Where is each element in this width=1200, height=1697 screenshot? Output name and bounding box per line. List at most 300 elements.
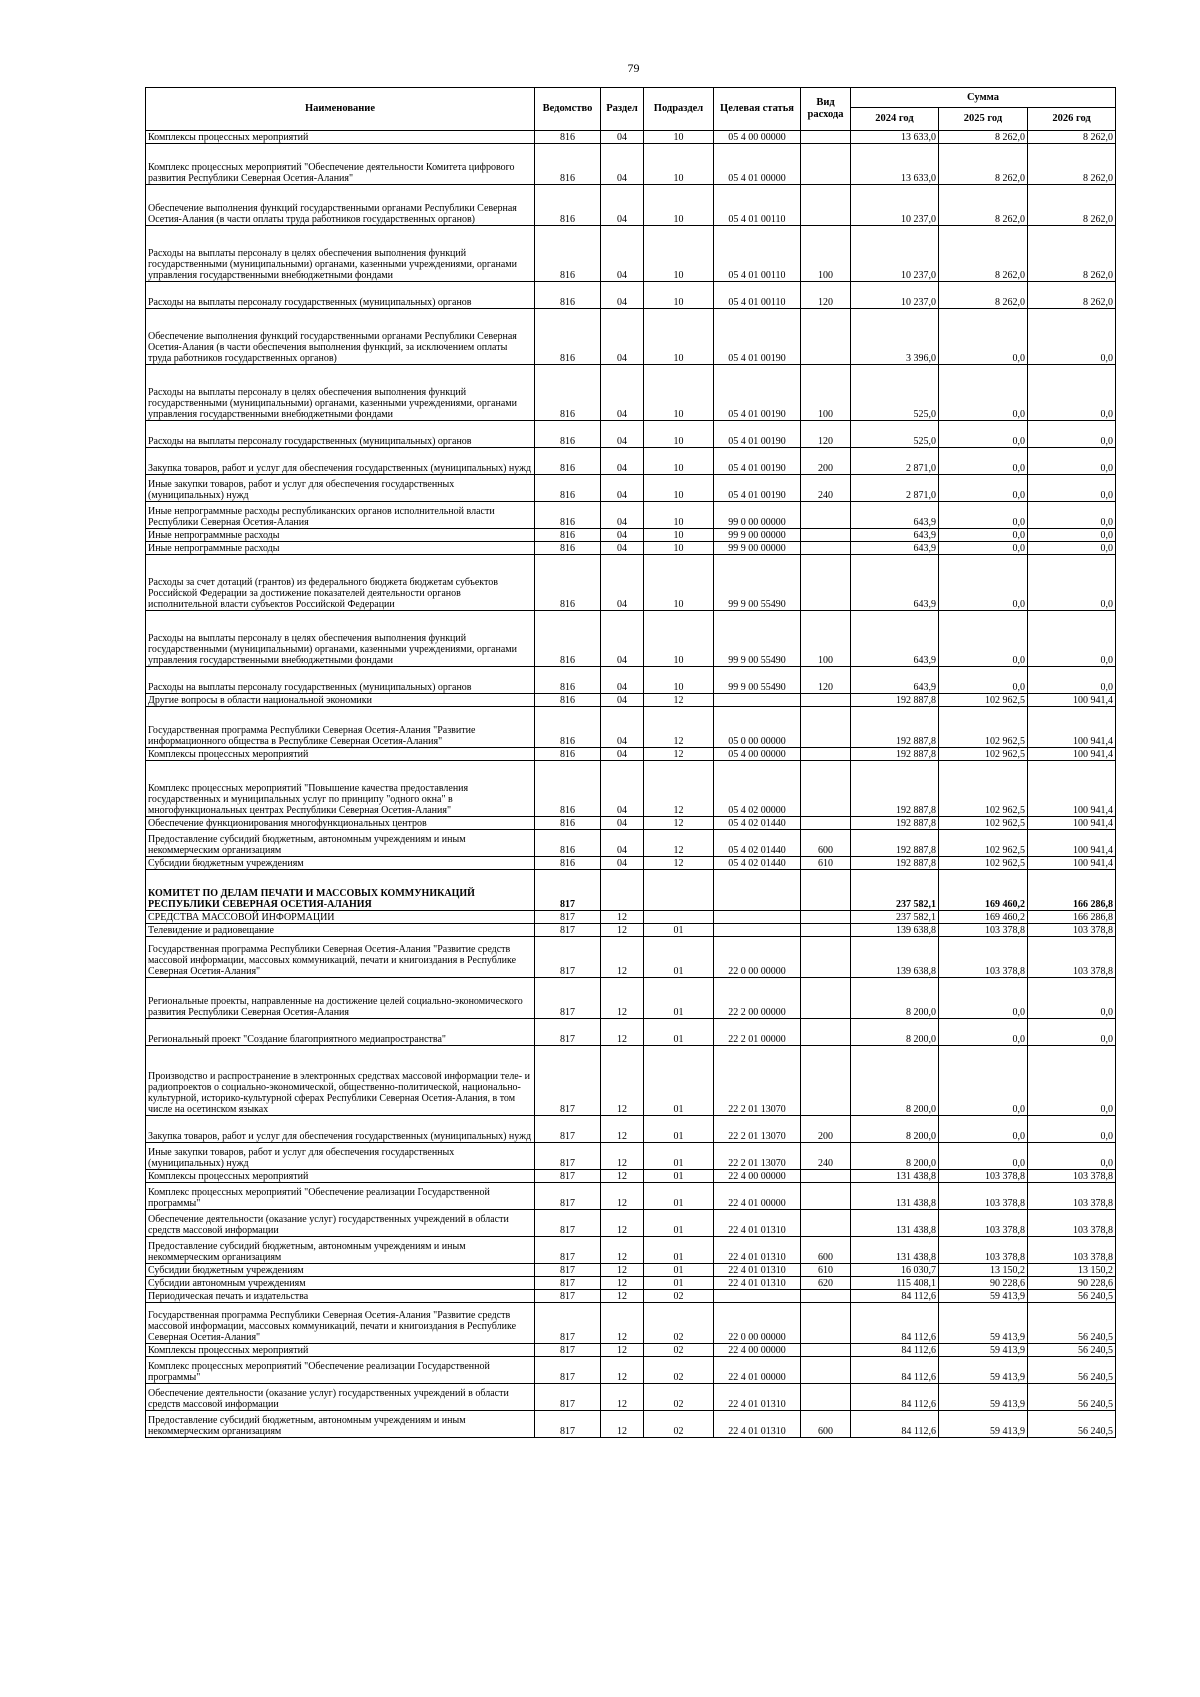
sum-2026-cell: 100 941,4 [1028, 830, 1116, 857]
table-row [146, 978, 1116, 1019]
vid-rashoda-cell: 100 [801, 365, 851, 421]
sum-2024-cell: 643,9 [851, 502, 939, 529]
sum-2025-cell: 103 378,8 [939, 1237, 1028, 1264]
sum-2024-cell: 643,9 [851, 611, 939, 667]
sum-2026-cell: 8 262,0 [1028, 131, 1116, 144]
podrazdel-cell: 01 [644, 1183, 714, 1210]
vedomstvo-cell: 816 [535, 707, 601, 748]
celevaya-statya-cell: 22 4 01 01310 [714, 1277, 801, 1290]
vid-rashoda-cell [801, 529, 851, 542]
podrazdel-cell: 12 [644, 761, 714, 817]
sum-2024-cell: 139 638,8 [851, 924, 939, 937]
vedomstvo-cell: 817 [535, 1411, 601, 1438]
sum-2024-cell: 643,9 [851, 555, 939, 611]
razdel-cell: 04 [601, 667, 644, 694]
header-year-2026: 2026 год [1028, 108, 1116, 131]
celevaya-statya-cell [714, 1290, 801, 1303]
razdel-cell [601, 870, 644, 911]
vid-rashoda-cell [801, 707, 851, 748]
razdel-cell: 04 [601, 131, 644, 144]
sum-2024-cell: 525,0 [851, 365, 939, 421]
podrazdel-cell: 10 [644, 309, 714, 365]
table-row [146, 1237, 1116, 1264]
podrazdel-cell: 12 [644, 707, 714, 748]
vid-rashoda-cell [801, 870, 851, 911]
vedomstvo-cell: 816 [535, 817, 601, 830]
razdel-cell: 04 [601, 857, 644, 870]
podrazdel-cell: 12 [644, 748, 714, 761]
sum-2025-cell: 103 378,8 [939, 1210, 1028, 1237]
celevaya-statya-cell: 22 4 01 00000 [714, 1357, 801, 1384]
sum-2026-cell: 0,0 [1028, 611, 1116, 667]
sum-2026-cell: 100 941,4 [1028, 761, 1116, 817]
sum-2025-cell: 0,0 [939, 502, 1028, 529]
vedomstvo-cell: 816 [535, 555, 601, 611]
podrazdel-cell: 10 [644, 529, 714, 542]
header-year-2024: 2024 год [851, 108, 939, 131]
podrazdel-cell: 10 [644, 185, 714, 226]
razdel-cell: 04 [601, 542, 644, 555]
table-row [146, 1357, 1116, 1384]
razdel-cell: 12 [601, 978, 644, 1019]
table-row [146, 529, 1116, 542]
podrazdel-cell: 01 [644, 1143, 714, 1170]
header-vid-rashoda: Вид расхода [801, 88, 851, 131]
table-row [146, 185, 1116, 226]
razdel-cell: 04 [601, 475, 644, 502]
row-name-cell: Предоставление субсидий бюджетным, автономным учреждениям и иным некоммерческим организациям [146, 1237, 535, 1264]
podrazdel-cell: 01 [644, 937, 714, 978]
vedomstvo-cell: 817 [535, 1264, 601, 1277]
row-name-cell: Расходы на выплаты персоналу в целях обеспечения выполнения функций государственными (муниципальными) органами, казенными учреждениями, органами управления государственными внебюджетными фондами [146, 611, 535, 667]
sum-2024-cell: 84 112,6 [851, 1303, 939, 1344]
sum-2024-cell: 10 237,0 [851, 282, 939, 309]
celevaya-statya-cell: 99 9 00 55490 [714, 667, 801, 694]
razdel-cell: 04 [601, 185, 644, 226]
sum-2026-cell: 0,0 [1028, 475, 1116, 502]
table-row [146, 911, 1116, 924]
table-row [146, 226, 1116, 282]
sum-2024-cell: 8 200,0 [851, 1019, 939, 1046]
vedomstvo-cell: 817 [535, 978, 601, 1019]
row-name-cell: Расходы на выплаты персоналу в целях обеспечения выполнения функций государственными (муниципальными) органами, казенными учреждениями, органами управления государственными внебюджетными фондами [146, 365, 535, 421]
sum-2026-cell: 0,0 [1028, 542, 1116, 555]
row-name-cell: Обеспечение деятельности (оказание услуг) государственных учреждений в области средств массовой информации [146, 1384, 535, 1411]
podrazdel-cell: 01 [644, 1210, 714, 1237]
sum-2026-cell: 0,0 [1028, 1046, 1116, 1116]
table-row [146, 937, 1116, 978]
vid-rashoda-cell: 610 [801, 1264, 851, 1277]
sum-2026-cell: 0,0 [1028, 309, 1116, 365]
podrazdel-cell: 12 [644, 830, 714, 857]
sum-2026-cell: 103 378,8 [1028, 1210, 1116, 1237]
sum-2025-cell: 0,0 [939, 475, 1028, 502]
sum-2026-cell: 8 262,0 [1028, 185, 1116, 226]
razdel-cell: 04 [601, 226, 644, 282]
celevaya-statya-cell: 05 4 00 00000 [714, 748, 801, 761]
sum-2025-cell: 103 378,8 [939, 937, 1028, 978]
vid-rashoda-cell [801, 502, 851, 529]
vid-rashoda-cell [801, 817, 851, 830]
sum-2024-cell: 2 871,0 [851, 448, 939, 475]
razdel-cell: 04 [601, 555, 644, 611]
table-row [146, 1116, 1116, 1143]
vedomstvo-cell: 816 [535, 226, 601, 282]
razdel-cell: 04 [601, 761, 644, 817]
celevaya-statya-cell [714, 911, 801, 924]
podrazdel-cell: 01 [644, 1170, 714, 1183]
sum-2026-cell: 0,0 [1028, 1143, 1116, 1170]
vid-rashoda-cell: 240 [801, 475, 851, 502]
podrazdel-cell: 10 [644, 144, 714, 185]
vid-rashoda-cell [801, 694, 851, 707]
row-name-cell: Региональные проекты, направленные на достижение целей социально-экономического развития Республики Северная Осетия-Алания [146, 978, 535, 1019]
sum-2024-cell: 2 871,0 [851, 475, 939, 502]
vid-rashoda-cell [801, 185, 851, 226]
podrazdel-cell: 01 [644, 978, 714, 1019]
razdel-cell: 04 [601, 144, 644, 185]
sum-2026-cell: 56 240,5 [1028, 1344, 1116, 1357]
podrazdel-cell: 02 [644, 1344, 714, 1357]
podrazdel-cell: 10 [644, 555, 714, 611]
vid-rashoda-cell [801, 1183, 851, 1210]
podrazdel-cell: 02 [644, 1411, 714, 1438]
razdel-cell: 12 [601, 1277, 644, 1290]
sum-2024-cell: 131 438,8 [851, 1210, 939, 1237]
table-row [146, 1183, 1116, 1210]
razdel-cell: 12 [601, 1183, 644, 1210]
vedomstvo-cell: 817 [535, 1170, 601, 1183]
vid-rashoda-cell [801, 1046, 851, 1116]
row-name-cell: Обеспечение выполнения функций государственными органами Республики Северная Осетия-Алания (в части оплаты труда работников государственных органов) [146, 185, 535, 226]
vid-rashoda-cell [801, 1019, 851, 1046]
table-row [146, 870, 1116, 911]
vid-rashoda-cell [801, 309, 851, 365]
sum-2025-cell: 0,0 [939, 667, 1028, 694]
sum-2025-cell: 59 413,9 [939, 1357, 1028, 1384]
sum-2026-cell: 100 941,4 [1028, 857, 1116, 870]
sum-2025-cell: 102 962,5 [939, 707, 1028, 748]
sum-2024-cell: 139 638,8 [851, 937, 939, 978]
vid-rashoda-cell [801, 555, 851, 611]
sum-2026-cell: 0,0 [1028, 448, 1116, 475]
row-name-cell: Субсидии автономным учреждениям [146, 1277, 535, 1290]
sum-2025-cell: 0,0 [939, 542, 1028, 555]
razdel-cell: 04 [601, 309, 644, 365]
vid-rashoda-cell: 120 [801, 667, 851, 694]
vedomstvo-cell: 816 [535, 185, 601, 226]
razdel-cell: 04 [601, 817, 644, 830]
sum-2026-cell: 8 262,0 [1028, 144, 1116, 185]
vedomstvo-cell: 817 [535, 1384, 601, 1411]
vid-rashoda-cell [801, 131, 851, 144]
celevaya-statya-cell: 22 2 01 13070 [714, 1116, 801, 1143]
vedomstvo-cell: 817 [535, 870, 601, 911]
celevaya-statya-cell: 05 4 01 00110 [714, 282, 801, 309]
podrazdel-cell: 10 [644, 667, 714, 694]
table-row [146, 707, 1116, 748]
sum-2024-cell: 8 200,0 [851, 1143, 939, 1170]
row-name-cell: Обеспечение функционирования многофункциональных центров [146, 817, 535, 830]
row-name-cell: Комплексы процессных мероприятий [146, 748, 535, 761]
sum-2025-cell: 169 460,2 [939, 911, 1028, 924]
vedomstvo-cell: 816 [535, 611, 601, 667]
razdel-cell: 12 [601, 937, 644, 978]
vedomstvo-cell: 816 [535, 857, 601, 870]
sum-2026-cell: 103 378,8 [1028, 1170, 1116, 1183]
vedomstvo-cell: 816 [535, 761, 601, 817]
vedomstvo-cell: 817 [535, 924, 601, 937]
vid-rashoda-cell [801, 924, 851, 937]
vedomstvo-cell: 816 [535, 421, 601, 448]
sum-2025-cell: 0,0 [939, 611, 1028, 667]
vedomstvo-cell: 817 [535, 937, 601, 978]
sum-2024-cell: 115 408,1 [851, 1277, 939, 1290]
sum-2024-cell: 131 438,8 [851, 1170, 939, 1183]
row-name-cell: Предоставление субсидий бюджетным, автономным учреждениям и иным некоммерческим организациям [146, 1411, 535, 1438]
sum-2024-cell: 237 582,1 [851, 911, 939, 924]
sum-2026-cell: 100 941,4 [1028, 748, 1116, 761]
celevaya-statya-cell: 05 4 01 00190 [714, 421, 801, 448]
podrazdel-cell: 10 [644, 365, 714, 421]
table-row [146, 1264, 1116, 1277]
sum-2025-cell: 0,0 [939, 421, 1028, 448]
sum-2024-cell: 84 112,6 [851, 1290, 939, 1303]
row-name-cell: Субсидии бюджетным учреждениям [146, 857, 535, 870]
vedomstvo-cell: 817 [535, 1019, 601, 1046]
celevaya-statya-cell: 05 4 01 00190 [714, 365, 801, 421]
sum-2024-cell: 3 396,0 [851, 309, 939, 365]
razdel-cell: 12 [601, 1237, 644, 1264]
sum-2024-cell: 84 112,6 [851, 1384, 939, 1411]
celevaya-statya-cell: 05 4 01 00110 [714, 185, 801, 226]
razdel-cell: 04 [601, 365, 644, 421]
sum-2025-cell: 0,0 [939, 1019, 1028, 1046]
sum-2025-cell: 102 962,5 [939, 817, 1028, 830]
row-name-cell: Иные непрограммные расходы республиканских органов исполнительной власти Республики Северная Осетия-Алания [146, 502, 535, 529]
sum-2024-cell: 192 887,8 [851, 817, 939, 830]
vid-rashoda-cell: 120 [801, 282, 851, 309]
table-row [146, 542, 1116, 555]
row-name-cell: Закупка товаров, работ и услуг для обеспечения государственных (муниципальных) нужд [146, 448, 535, 475]
podrazdel-cell: 10 [644, 282, 714, 309]
sum-2026-cell: 56 240,5 [1028, 1411, 1116, 1438]
row-name-cell: Расходы за счет дотаций (грантов) из федерального бюджета бюджетам субъектов Российской Федерации за достижение показателей деятельности органов исполнительной власти субъектов Российской Федерации [146, 555, 535, 611]
sum-2025-cell: 0,0 [939, 1046, 1028, 1116]
table-row [146, 1290, 1116, 1303]
sum-2025-cell: 0,0 [939, 448, 1028, 475]
podrazdel-cell: 01 [644, 1237, 714, 1264]
sum-2024-cell: 10 237,0 [851, 226, 939, 282]
podrazdel-cell: 12 [644, 694, 714, 707]
sum-2025-cell: 0,0 [939, 1116, 1028, 1143]
sum-2024-cell: 192 887,8 [851, 694, 939, 707]
table-row [146, 1019, 1116, 1046]
sum-2026-cell: 100 941,4 [1028, 707, 1116, 748]
vid-rashoda-cell [801, 1384, 851, 1411]
sum-2025-cell: 8 262,0 [939, 131, 1028, 144]
vid-rashoda-cell: 600 [801, 1411, 851, 1438]
celevaya-statya-cell: 05 4 02 01440 [714, 817, 801, 830]
vedomstvo-cell: 817 [535, 1303, 601, 1344]
podrazdel-cell [644, 911, 714, 924]
sum-2025-cell: 103 378,8 [939, 1170, 1028, 1183]
table-row [146, 761, 1116, 817]
sum-2025-cell: 8 262,0 [939, 144, 1028, 185]
sum-2026-cell: 0,0 [1028, 1019, 1116, 1046]
sum-2026-cell: 0,0 [1028, 365, 1116, 421]
podrazdel-cell: 12 [644, 817, 714, 830]
celevaya-statya-cell: 05 4 01 00190 [714, 475, 801, 502]
sum-2024-cell: 525,0 [851, 421, 939, 448]
sum-2024-cell: 16 030,7 [851, 1264, 939, 1277]
vedomstvo-cell: 817 [535, 1143, 601, 1170]
podrazdel-cell: 01 [644, 924, 714, 937]
vedomstvo-cell: 816 [535, 144, 601, 185]
razdel-cell: 12 [601, 1019, 644, 1046]
podrazdel-cell: 02 [644, 1384, 714, 1411]
razdel-cell: 04 [601, 282, 644, 309]
sum-2025-cell: 8 262,0 [939, 282, 1028, 309]
sum-2025-cell: 59 413,9 [939, 1384, 1028, 1411]
podrazdel-cell: 10 [644, 475, 714, 502]
sum-2024-cell: 192 887,8 [851, 830, 939, 857]
row-name-cell: Предоставление субсидий бюджетным, автономным учреждениям и иным некоммерческим организациям [146, 830, 535, 857]
celevaya-statya-cell: 22 4 01 01310 [714, 1264, 801, 1277]
razdel-cell: 04 [601, 529, 644, 542]
row-name-cell: Расходы на выплаты персоналу государственных (муниципальных) органов [146, 282, 535, 309]
sum-2024-cell: 131 438,8 [851, 1183, 939, 1210]
celevaya-statya-cell: 05 4 01 00110 [714, 226, 801, 282]
sum-2025-cell: 59 413,9 [939, 1303, 1028, 1344]
sum-2025-cell: 102 962,5 [939, 857, 1028, 870]
celevaya-statya-cell [714, 694, 801, 707]
vid-rashoda-cell [801, 542, 851, 555]
sum-2025-cell: 0,0 [939, 365, 1028, 421]
row-name-cell: Расходы на выплаты персоналу государственных (муниципальных) органов [146, 667, 535, 694]
table-row [146, 144, 1116, 185]
razdel-cell: 12 [601, 1357, 644, 1384]
celevaya-statya-cell: 22 0 00 00000 [714, 1303, 801, 1344]
row-name-cell: Государственная программа Республики Северная Осетия-Алания "Развитие информационного общества в Республике Северная Осетия-Алания" [146, 707, 535, 748]
sum-2024-cell: 192 887,8 [851, 707, 939, 748]
razdel-cell: 12 [601, 1210, 644, 1237]
row-name-cell: Комплексы процессных мероприятий [146, 1170, 535, 1183]
table-row [146, 1411, 1116, 1438]
sum-2025-cell: 102 962,5 [939, 694, 1028, 707]
row-name-cell: Иные непрограммные расходы [146, 529, 535, 542]
sum-2025-cell: 169 460,2 [939, 870, 1028, 911]
sum-2026-cell: 0,0 [1028, 667, 1116, 694]
celevaya-statya-cell: 05 4 01 00190 [714, 448, 801, 475]
table-row [146, 830, 1116, 857]
razdel-cell: 04 [601, 748, 644, 761]
razdel-cell: 12 [601, 1344, 644, 1357]
table-row [146, 817, 1116, 830]
sum-2024-cell: 84 112,6 [851, 1411, 939, 1438]
header-podrazdel: Подраздел [644, 88, 714, 131]
celevaya-statya-cell: 05 4 02 01440 [714, 830, 801, 857]
sum-2025-cell: 102 962,5 [939, 830, 1028, 857]
sum-2026-cell: 100 941,4 [1028, 817, 1116, 830]
razdel-cell: 12 [601, 1411, 644, 1438]
celevaya-statya-cell [714, 924, 801, 937]
table-row [146, 421, 1116, 448]
podrazdel-cell: 02 [644, 1290, 714, 1303]
sum-2024-cell: 131 438,8 [851, 1237, 939, 1264]
sum-2025-cell: 8 262,0 [939, 185, 1028, 226]
sum-2026-cell: 8 262,0 [1028, 282, 1116, 309]
table-row [146, 1303, 1116, 1344]
vedomstvo-cell: 817 [535, 1237, 601, 1264]
row-name-cell: Комплекс процессных мероприятий "Обеспечение реализации Государственной программы" [146, 1357, 535, 1384]
vedomstvo-cell: 817 [535, 1277, 601, 1290]
vid-rashoda-cell [801, 978, 851, 1019]
vid-rashoda-cell [801, 748, 851, 761]
vid-rashoda-cell [801, 1357, 851, 1384]
vid-rashoda-cell: 600 [801, 1237, 851, 1264]
sum-2024-cell: 192 887,8 [851, 761, 939, 817]
sum-2026-cell: 13 150,2 [1028, 1264, 1116, 1277]
vid-rashoda-cell: 100 [801, 611, 851, 667]
vid-rashoda-cell [801, 1303, 851, 1344]
sum-2026-cell: 0,0 [1028, 555, 1116, 611]
sum-2024-cell: 10 237,0 [851, 185, 939, 226]
table-row [146, 1277, 1116, 1290]
row-name-cell: Иные закупки товаров, работ и услуг для обеспечения государственных (муниципальных) нужд [146, 1143, 535, 1170]
header-razdel: Раздел [601, 88, 644, 131]
celevaya-statya-cell: 05 4 00 00000 [714, 131, 801, 144]
vedomstvo-cell: 816 [535, 502, 601, 529]
celevaya-statya-cell: 22 4 01 01310 [714, 1210, 801, 1237]
row-name-cell: Региональный проект "Создание благоприятного медиапространства" [146, 1019, 535, 1046]
podrazdel-cell [644, 870, 714, 911]
vedomstvo-cell: 817 [535, 911, 601, 924]
razdel-cell: 12 [601, 1046, 644, 1116]
podrazdel-cell: 02 [644, 1303, 714, 1344]
sum-2025-cell: 103 378,8 [939, 1183, 1028, 1210]
podrazdel-cell: 01 [644, 1046, 714, 1116]
razdel-cell: 12 [601, 1384, 644, 1411]
celevaya-statya-cell: 05 4 02 00000 [714, 761, 801, 817]
vid-rashoda-cell [801, 144, 851, 185]
vedomstvo-cell: 817 [535, 1116, 601, 1143]
podrazdel-cell: 10 [644, 131, 714, 144]
sum-2026-cell: 103 378,8 [1028, 937, 1116, 978]
sum-2026-cell: 103 378,8 [1028, 1237, 1116, 1264]
sum-2025-cell: 0,0 [939, 1143, 1028, 1170]
razdel-cell: 04 [601, 421, 644, 448]
vid-rashoda-cell: 610 [801, 857, 851, 870]
vid-rashoda-cell: 200 [801, 1116, 851, 1143]
sum-2024-cell: 192 887,8 [851, 748, 939, 761]
celevaya-statya-cell: 99 9 00 00000 [714, 529, 801, 542]
table-row [146, 857, 1116, 870]
row-name-cell: Комплекс процессных мероприятий "Обеспечение реализации Государственной программы" [146, 1183, 535, 1210]
celevaya-statya-cell: 99 9 00 55490 [714, 555, 801, 611]
razdel-cell: 12 [601, 1116, 644, 1143]
celevaya-statya-cell: 05 4 01 00000 [714, 144, 801, 185]
sum-2025-cell: 102 962,5 [939, 761, 1028, 817]
vedomstvo-cell: 816 [535, 475, 601, 502]
vid-rashoda-cell [801, 1290, 851, 1303]
razdel-cell: 12 [601, 911, 644, 924]
vid-rashoda-cell: 100 [801, 226, 851, 282]
row-name-cell: Телевидение и радиовещание [146, 924, 535, 937]
header-name: Наименование [146, 88, 535, 131]
razdel-cell: 04 [601, 448, 644, 475]
sum-2025-cell: 8 262,0 [939, 226, 1028, 282]
